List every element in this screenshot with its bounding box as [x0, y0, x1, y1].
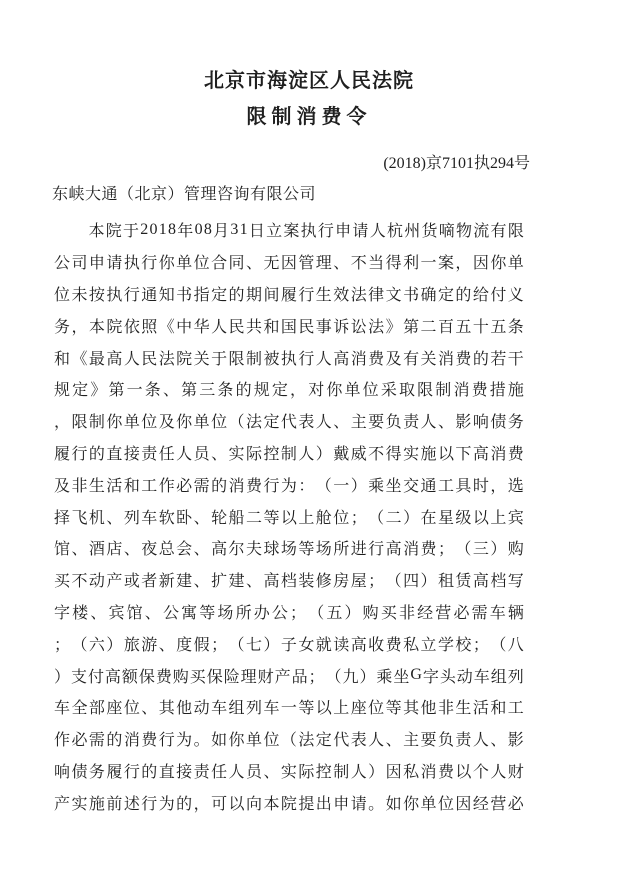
body-line: 字 楼 、 宾 馆 、 公 寓 等 场 所 办 公 ； （ 五 ） 购 买 非 经 营 必 需 车 辆: [54, 604, 524, 622]
body-line: ， 限 制 你 单 位 及 你 单 位 （ 法 定 代 表 人 、 主 要 负 责 人 、 影 响 债 务: [54, 414, 524, 432]
body-line: 作 必 需 的 消 费 行 为 。 如 你 单 位 （ 法 定 代 表 人 、 主 要 负 责 人 、 影: [54, 732, 524, 750]
body-line: 产 实 施 前 述 行 为 的 ， 可 以 向 本 院 提 出 申 请 。 如 你 单 位 因 经 营 必: [54, 795, 524, 813]
body-line: 及 非 生 活 和 工 作 必 需 的 消 费 行 为 ： （ 一 ） 乘 坐 交 通 工 具 时 ， 选: [54, 477, 524, 495]
document-title: 限制消费令: [246, 106, 372, 128]
body-line: 本 院 于 2 0 1 8 年 0 8 月 3 1 日 立 案 执 行 申 请 人 杭 州 货 嘀 物 流 有 限: [88, 220, 524, 241]
body-line: 和 《 最 高 人 民 法 院 关 于 限 制 被 执 行 人 高 消 费 及 有 关 消 费 的 若 干: [54, 350, 524, 368]
body-line: 响 债 务 履 行 的 直 接 责 任 人 员 、 实 际 控 制 人 ） 因 私 消 费 以 个 人 财: [54, 763, 524, 781]
body-line: 履 行 的 直 接 责 任 人 员 、 实 际 控 制 人 ） 戴 威 不 得 实 施 以 下 高 消 费: [54, 445, 524, 463]
body-line: 择 飞 机 、 列 车 软 卧 、 轮 船 二 等 以 上 舱 位 ； （ 二 ） 在 星 级 以 上 宾: [54, 509, 524, 527]
court-name: 北京市海淀区人民法院: [204, 70, 414, 92]
body-line: 车 全 部 座 位 、 其 他 动 车 组 列 车 一 等 以 上 座 位 等 其 他 非 生 活 和 工: [54, 700, 524, 718]
recipient-name: 东峡大通（北京）管理咨询有限公司: [52, 186, 317, 203]
body-line: 公 司 申 请 执 行 你 单 位 合 同 、 无 因 管 理 、 不 当 得 利 一 案 ， 因 你 单: [54, 255, 524, 273]
body-line: ； （ 六 ） 旅 游 、 度 假 ； （ 七 ） 子 女 就 读 高 收 费 私 立 学 校 ； （ 八: [54, 636, 524, 654]
body-line: 规 定 》 第 一 条 、 第 三 条 的 规 定 ， 对 你 单 位 采 取 限 制 消 费 措 施: [54, 382, 524, 400]
body-lines: [54, 214, 524, 818]
body-line: 馆 、 酒 店 、 夜 总 会 、 高 尔 夫 球 场 等 场 所 进 行 高 消 费 ； （ 三 ） 购: [54, 541, 524, 559]
case-number: (2018)京7101执294号: [383, 155, 530, 172]
body-line: 买 不 动 产 或 者 新 建 、 扩 建 、 高 档 装 修 房 屋 ； （ 四 ） 租 赁 高 档 写: [54, 573, 524, 591]
body-line: 务 ， 本 院 依 照 《 中 华 人 民 共 和 国 民 事 诉 讼 法 》 第 二 百 五 十 五 条: [54, 318, 524, 336]
body-line: 位 未 按 执 行 通 知 书 指 定 的 期 间 履 行 生 效 法 律 文 书 确 定 的 给 付 义: [54, 286, 524, 304]
body-line: ） 支 付 高 额 保 费 购 买 保 险 理 财 产 品 ； （ 九 ） 乘 坐 G 字 头 动 车 组 列: [54, 666, 524, 686]
